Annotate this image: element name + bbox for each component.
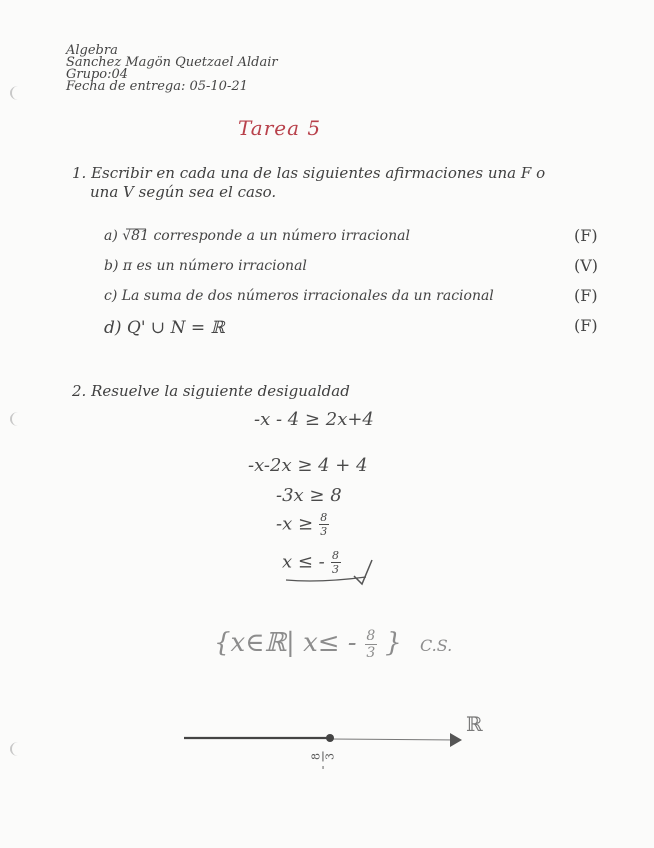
question-1-text: 1. Escribir en cada una de las siguientes afirmaciones una F o (72, 164, 546, 182)
step-3: -3x ≥ 8 (276, 485, 342, 506)
step-2: -x-2x ≥ 4 + 4 (248, 455, 368, 476)
group: Grupo:04 (66, 67, 129, 82)
number-line-thin (330, 739, 458, 740)
step-5-lhs: x ≤ - (282, 551, 325, 573)
question-2-text: 2. Resuelve la siguiente desigualdad (72, 382, 350, 400)
statement-b: b) π es un número irracional (104, 258, 307, 274)
closed-point (326, 734, 334, 742)
point-label-sign: - (315, 765, 330, 770)
fraction-denominator: 3 (366, 644, 376, 661)
statement-c: c) La suma de dos números irracionales da un racional (104, 288, 494, 304)
step-4-lhs: -x ≥ (276, 513, 314, 535)
fraction-denominator: 3 (323, 753, 337, 761)
step-1: -x - 4 ≥ 2x+4 (254, 409, 374, 430)
page-title: Tarea 5 (238, 116, 322, 140)
fraction-denominator: 3 (332, 563, 339, 576)
answer-b: (V) (574, 256, 599, 275)
fraction-numerator: 8 (366, 627, 376, 644)
fraction-numerator: 8 (332, 549, 339, 562)
answer-a: (F) (574, 226, 598, 245)
check-mark (354, 560, 372, 584)
solution-set-rhs: } (385, 628, 402, 658)
fraction-denominator: 3 (320, 525, 328, 538)
result-underline (286, 577, 366, 581)
subject: Algebra (66, 43, 118, 58)
answer-c: (F) (574, 286, 598, 305)
solution-set-tag: C.S. (419, 636, 453, 655)
statement-a: a) √81 corresponde a un número irracional (104, 228, 410, 244)
answer-d: (F) (574, 316, 598, 335)
question-1-text-line2: una V según sea el caso. (90, 183, 277, 201)
statement-d: d) Q' ∪ N = ℝ (104, 318, 225, 338)
due-date: Fecha de entrega: 05-10-21 (66, 79, 248, 94)
solution-set-lhs: {x∈ℝ| x≤ - (214, 628, 357, 658)
number-line-arrow (450, 733, 462, 747)
fraction-numerator: 8 (309, 753, 323, 761)
axis-label: ℝ (466, 712, 483, 736)
fraction-numerator: 8 (320, 511, 328, 524)
student-name: Sanchez Magön Quetzael Aldair (66, 55, 278, 70)
